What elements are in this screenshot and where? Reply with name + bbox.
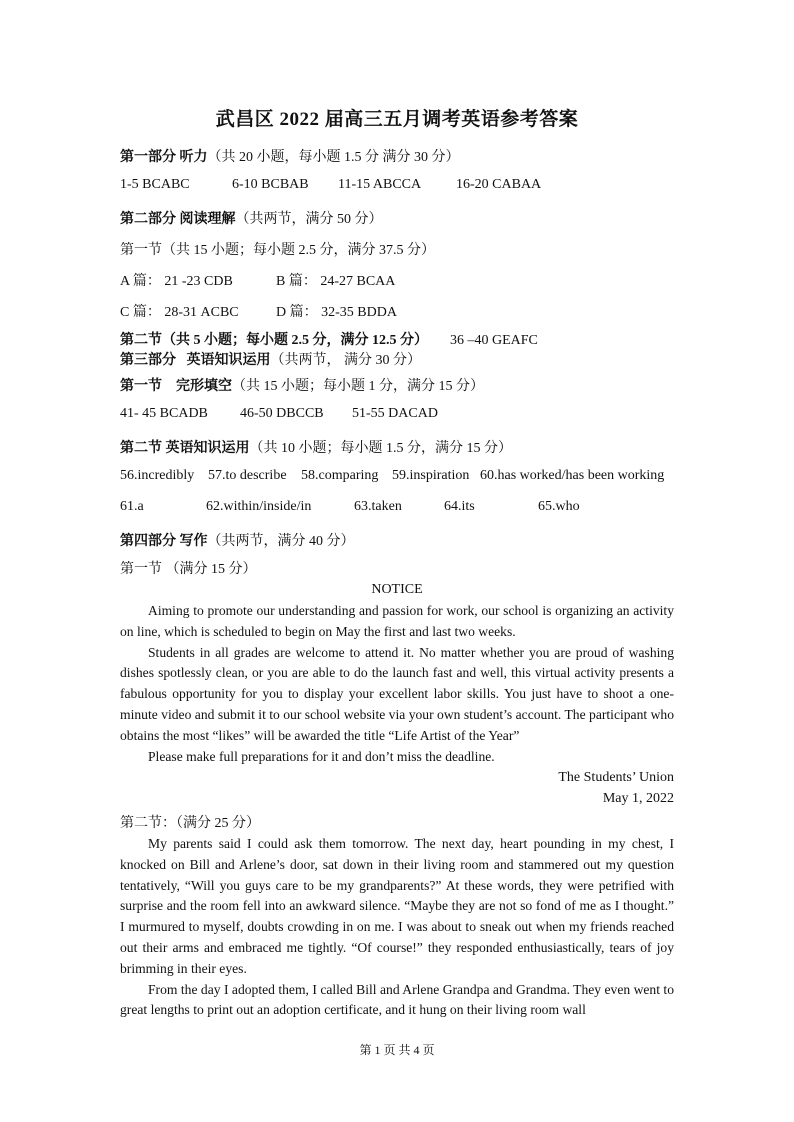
part3-section1-name: 完形填空 (176, 379, 232, 394)
answer-item: 60.has worked/has been working (480, 468, 665, 483)
answer-item: 64.its (444, 499, 475, 514)
answer-item: 65.who (538, 499, 580, 514)
part1-heading-line (120, 146, 460, 166)
answer-group: 16-20 CABAA (456, 177, 542, 192)
part2-section2: 第二节（共 5 小题；每小题 2.5 分，满分 12.5 分） (120, 333, 428, 348)
part3-answers-row1 (120, 468, 664, 484)
answer-group: 1-5 BCABC (120, 177, 190, 192)
part3-heading-line (120, 349, 421, 369)
notice-body (120, 601, 674, 767)
part3-name: 英语知识运用 (186, 353, 271, 368)
notice-title: NOTICE (371, 582, 423, 597)
part3-section2-note: （共 10 小题；每小题 1.5 分，满分 15 分） (249, 441, 512, 456)
answer-item: 61.a (120, 499, 144, 514)
part2-section1: 第一节（共 15 小题；每小题 2.5 分，满分 37.5 分） (120, 243, 435, 258)
answer-item: 56.incredibly (120, 468, 195, 483)
part3-heading: 第三部分 (120, 353, 176, 368)
part1-note: （共 20 小题，每小题 1.5 分 满分 30 分） (207, 150, 460, 165)
answer-item: 58.comparing (301, 468, 379, 483)
part2-row-cd (120, 301, 397, 321)
part2-section2-line (120, 329, 538, 349)
part2-row-ab (120, 270, 395, 290)
part1-name: 听力 (179, 150, 208, 165)
answer-item: 57.to describe (208, 468, 287, 483)
part2-heading: 第二部分 (120, 212, 176, 227)
part4-section2: 第二节：（满分 25 分） (120, 816, 260, 831)
part2-note: （共两节，满分 50 分） (235, 212, 383, 227)
part3-section1-head: 第一节 (120, 379, 162, 394)
part4-section1: 第一节 （满分 15 分） (120, 562, 257, 577)
part3-section1-note: （共 15 小题；每小题 1 分，满分 15 分） (232, 379, 484, 394)
answer-group: D 篇： 32-35 BDDA (276, 305, 397, 320)
page-title: 武昌区 2022 届高三五月调考英语参考答案 (215, 109, 579, 130)
part2-name: 阅读理解 (179, 212, 236, 227)
story-paragraph: From the day I adopted them, I called Bill and Arlene Grandpa and Grandma. They even went to great lengths to print out an adoption certificate, and it hung on their living room wall (120, 981, 674, 1018)
answer-group: C 篇： 28-31 ACBC (120, 305, 239, 320)
part3-note: （共两节， 满分 30 分） (270, 353, 421, 368)
part3-answers-row2 (120, 499, 580, 515)
answer-group: 6-10 BCBAB (232, 177, 309, 192)
part2-heading-line (120, 208, 383, 228)
notice-paragraph: Students in all grades are welcome to attend it. No matter whether you are proud of washing dishes spotlessly clean, or you are able to do the launch fast and well, this virtual activity presents a fabulous opportunity for you to display your excellent labor skills. You just have to shoot a one-minute video and submit it to our school website via your own student’s account. The participant who obtains the most “likes” will be awarded the title “Life Artist of the Year” (120, 644, 674, 743)
part3-section2-name: 英语知识运用 (165, 441, 250, 456)
answer-group: 11-15 ABCCA (338, 177, 422, 192)
notice-signature: The Students’ Union (558, 770, 674, 785)
part4-heading-line (120, 530, 355, 550)
story-paragraph: My parents said I could ask them tomorrow. The next day, heart pounding in my chest, I knocked on Bill and Arlene’s door, sat down in their living room and stammered out my question tentatively, “Will you guys care to be my grandparents?” At these words, they were petrified with surprise and the room fell into an awkward silence. “Maybe they are not so fond of me as I thought.” I murmured to myself, doubts crowding in on me. I was about to sneak out when my friends reached out their arms and embraced me tightly. “Of course!” they responded enthusiastically, tears of joy brimming in their eyes. (120, 836, 674, 976)
part4-heading: 第四部分 (120, 534, 176, 549)
answer-item: 63.taken (354, 499, 402, 514)
part3-section1-answers (120, 406, 438, 422)
part3-section1-line (120, 375, 484, 395)
notice-paragraph: Please make full preparations for it and don’t miss the deadline. (148, 748, 495, 764)
answer-group: 46-50 DBCCB (240, 406, 324, 421)
part4-note: （共两节，满分 40 分） (207, 534, 355, 549)
story-body (120, 834, 674, 1021)
answer-group: 41- 45 BCADB (120, 406, 208, 421)
notice-date: May 1, 2022 (602, 791, 674, 806)
part1-answers (120, 177, 541, 193)
answer-item: 62.within/inside/in (206, 499, 312, 514)
page-footer: 第 1 页 共 4 页 (359, 1043, 435, 1057)
notice-paragraph: Aiming to promote our understanding and passion for work, our school is organizing an activity on line, which is scheduled to begin on May the first and last two weeks. (120, 603, 674, 639)
answer-group: A 篇： 21 -23 CDB (120, 274, 233, 289)
answer-group: 51-55 DACAD (352, 406, 438, 421)
part4-name: 写作 (179, 534, 208, 549)
answer-group: B 篇： 24-27 BCAA (276, 274, 396, 289)
part3-section2-line (120, 437, 512, 457)
part2-section2-answers: 36 –40 GEAFC (450, 333, 538, 348)
part1-heading: 第一部分 (120, 150, 176, 165)
answer-item: 59.inspiration (392, 468, 470, 483)
part3-section2-head: 第二节 (120, 441, 162, 456)
